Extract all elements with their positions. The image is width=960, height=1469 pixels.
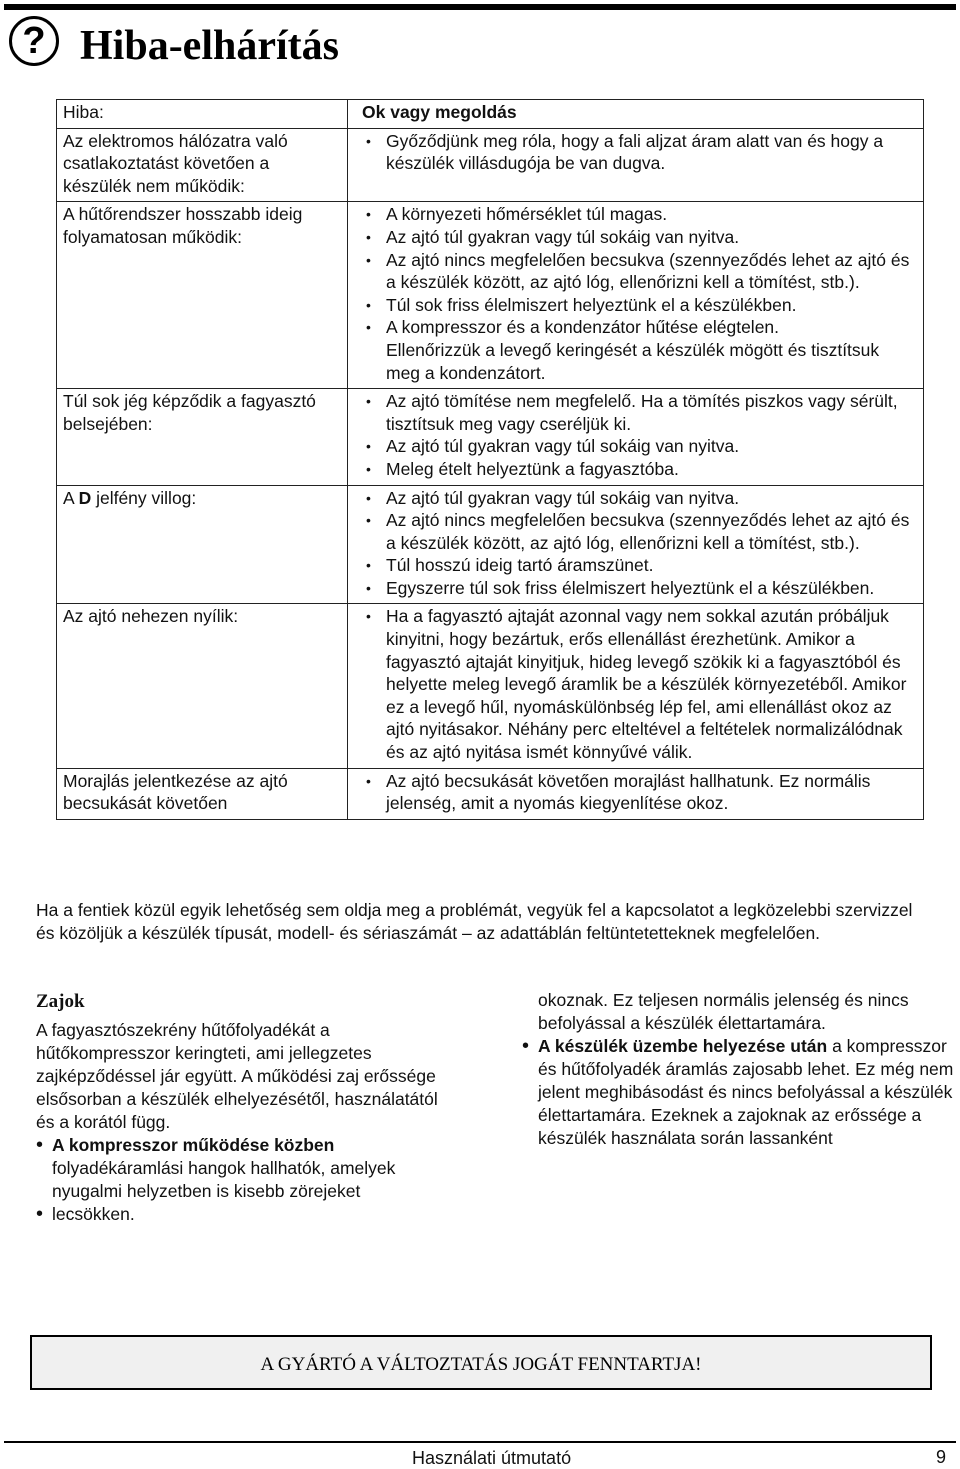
- list-item: • Az ajtó nincs megfelelően becsukva (szennyeződés lehet az ajtó és a készülék között, az ajtó lóg, ellenőrizni kell a tömítést, stb.).: [362, 249, 917, 294]
- noise-item-title: A készülék üzembe helyezése után: [538, 1036, 828, 1056]
- solution-list: [362, 130, 917, 175]
- page-title: Hiba-elhárítás: [80, 23, 339, 69]
- solution-list: [362, 203, 917, 384]
- table-row: [57, 202, 924, 389]
- list-item: • Az ajtó becsukását követően morajlást hallhatunk. Ez normális jelenség, amit a nyomás kiegyenlítése okoz.: [362, 770, 917, 815]
- list-item: • Az ajtó túl gyakran vagy túl sokáig van nyitva.: [362, 226, 917, 249]
- problem-cell: A D jelfény villog:: [57, 485, 348, 604]
- list-item: [36, 1134, 456, 1203]
- solution-cell: [348, 128, 924, 202]
- table-header-row: [57, 100, 924, 129]
- noise-heading: Zajok: [36, 991, 85, 1012]
- table-row: [57, 128, 924, 202]
- solution-list: [362, 770, 917, 815]
- list-item: • Az ajtó túl gyakran vagy túl sokáig van nyitva.: [362, 435, 917, 458]
- service-note: Ha a fentiek közül egyik lehetőség sem oldja meg a problémát, vegyük fel a kapcsolatot a legközelebbi szervizzel és közöljük a készülék típusát, modell- és sériaszámát – az adattáblán feltüntetetteknek megfelelően.: [36, 900, 913, 943]
- list-item-continuation: Ellenőrizzük a levegő keringését a készülék mögött és tisztítsuk meg a kondenzátort.: [386, 339, 880, 383]
- solution-cell: [348, 202, 924, 389]
- list-item: • Egyszerre túl sok friss élelmiszert helyeztünk el a készülékben.: [362, 577, 917, 600]
- list-item: [36, 1203, 456, 1226]
- table-row: [57, 768, 924, 819]
- table-row: [57, 389, 924, 485]
- top-rule: [4, 4, 956, 10]
- problem-cell: Morajlás jelentkezése az ajtó becsukását követően: [57, 768, 348, 819]
- table-row: [57, 604, 924, 768]
- rights-notice: A GYÁRTÓ A VÁLTOZTATÁS JOGÁT FENNTARTJA!: [260, 1354, 702, 1375]
- list-item: • Az ajtó túl gyakran vagy túl sokáig van nyitva.: [362, 487, 917, 510]
- noise-section-right: [522, 989, 954, 1150]
- problem-cell: A hűtőrendszer hosszabb ideig folyamatosan működik:: [57, 202, 348, 389]
- solution-cell: [348, 485, 924, 604]
- list-item: • Meleg ételt helyeztünk a fagyasztóba.: [362, 458, 917, 481]
- solution-cell: [348, 604, 924, 768]
- noise-item-text: lecsökken.: [52, 1204, 135, 1224]
- footer-manual-label: Használati útmutató: [412, 1448, 572, 1468]
- solution-column-header: Ok vagy megoldás: [348, 100, 924, 129]
- list-item: • Ha a fagyasztó ajtaját azonnal vagy nem sokkal azután próbáljuk kinyitni, hogy bezártuk, erős ellenállást érezhetünk. Amikor a fagyasztó ajtaját kinyitjuk, hideg levegő szökik ki a fagyasztóból és helyette meleg levegő áramlik be a készülék környezetéből. Amikor ez a levegő hűl, nyomáskülönbség lép fel, ami ellenállást okoz az ajtó nyitásakor. Néhány perc elteltével a feltételek normalizálódnak és az ajtó nyitása ismét könnyűvé válik.: [362, 605, 917, 763]
- list-item: • Túl hosszú ideig tartó áramszünet.: [362, 554, 917, 577]
- list-item: • Az ajtó nincs megfelelően becsukva (szennyeződés lehet az ajtó és a készülék között, az ajtó lóg, ellenőrizni kell a tömítést, stb.).: [362, 509, 917, 554]
- list-item: • Győződjünk meg róla, hogy a fali aljzat áram alatt van és hogy a készülék villásdugója be van dugva.: [362, 130, 917, 175]
- page-number: 9: [936, 1447, 947, 1467]
- footer-rule: [4, 1441, 956, 1443]
- noise-list: [522, 989, 954, 1150]
- solution-cell: [348, 389, 924, 485]
- troubleshooting-table: [56, 99, 924, 820]
- problem-cell: Az elektromos hálózatra való csatlakoztatást követően a készülék nem működik:: [57, 128, 348, 202]
- list-item: • Az ajtó tömítése nem megfelelő. Ha a tömítés piszkos vagy sérült, tisztítsuk meg vagy cseréljük ki.: [362, 390, 917, 435]
- list-item: • Túl sok friss élelmiszert helyeztünk el a készülékben.: [362, 294, 917, 317]
- noise-item-text: folyadékáramlási hangok hallhatók, amelyek nyugalmi helyzetben is kisebb zörejeket: [52, 1158, 396, 1201]
- table-row: [57, 485, 924, 604]
- solution-list: [362, 605, 917, 763]
- solution-list: [362, 487, 917, 600]
- noise-intro: A fagyasztószekrény hűtőfolyadékát a hűtőkompresszor keringteti, ami jellegzetes zajképződéssel jár együtt. A működési zaj erőssége elsősorban a készülék elhelyezésétől, használatától és a korától függ.: [36, 1020, 438, 1132]
- list-item-continuation: okoznak. Ez teljesen normális jelenség és nincs befolyással a készülék élettartamára.: [538, 990, 909, 1033]
- question-mark-icon: ?: [9, 16, 59, 66]
- indicator-letter: D: [78, 487, 92, 508]
- problem-cell: Túl sok jég képződik a fagyasztó belsejében:: [57, 389, 348, 485]
- noise-list: [36, 1134, 456, 1226]
- list-item: [522, 1035, 954, 1150]
- noise-section-left: [36, 989, 456, 1226]
- rights-notice-box: [30, 1335, 932, 1390]
- solution-cell: [348, 768, 924, 819]
- solution-list: [362, 390, 917, 480]
- problem-cell: Az ajtó nehezen nyílik:: [57, 604, 348, 768]
- list-item: • A kompresszor és a kondenzátor hűtése elégtelen.: [362, 316, 917, 339]
- list-item: • A környezeti hőmérséklet túl magas.: [362, 203, 917, 226]
- noise-item-title: A kompresszor működése közben: [52, 1135, 335, 1155]
- problem-column-header: Hiba:: [57, 100, 348, 129]
- noise-item-text: a kompresszor és hűtőfolyadék áramlás zajosabb lehet. Ez még nem jelent meghibásodást és nincs befolyással a készülék élettartamára. Ezeknek a zajoknak az erőssége a készülék használata során lassanként: [538, 1036, 954, 1148]
